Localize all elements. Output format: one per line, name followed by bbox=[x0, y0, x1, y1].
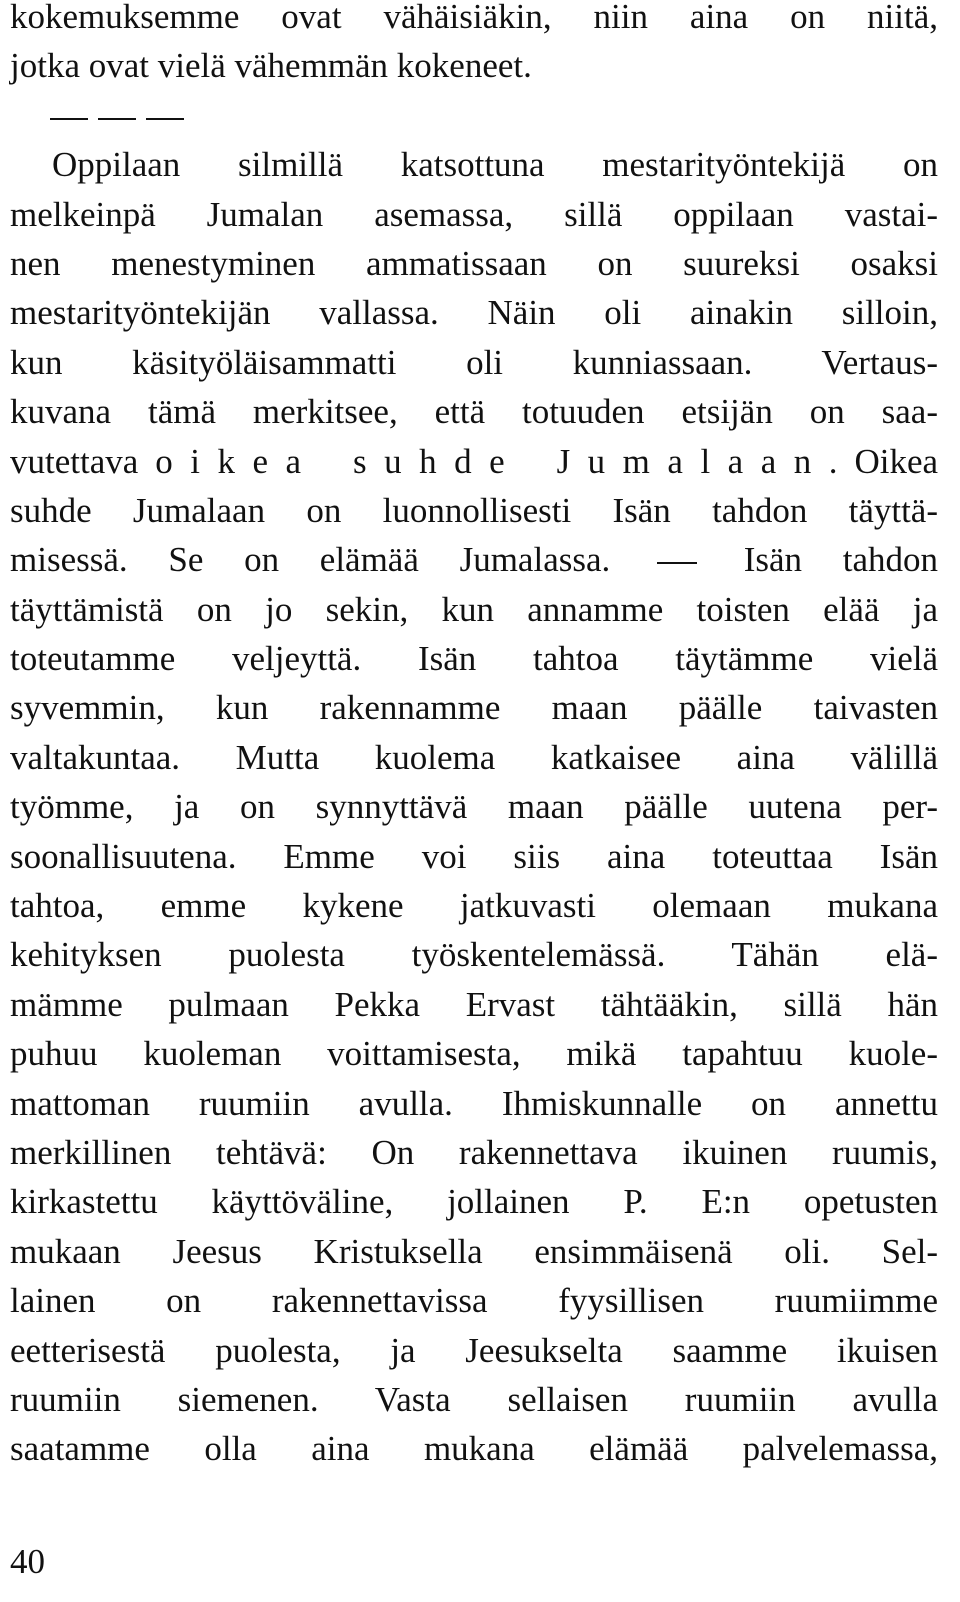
text-line: kokemuksemme ovat vähäisiäkin, niin aina on niitä, bbox=[10, 0, 938, 36]
text-line: mestarityöntekijän vallassa. Näin oli ainakin silloin, bbox=[10, 293, 938, 333]
dash-mark bbox=[657, 562, 697, 564]
text-line: puhuu kuoleman voittamisesta, mikä tapahtuu kuole- bbox=[10, 1034, 938, 1074]
text-line: valtakuntaa. Mutta kuolema katkaisee aina välillä bbox=[10, 737, 938, 777]
text-line: jotka ovat vielä vähemmän kokeneet. bbox=[10, 46, 532, 86]
text-line: kehityksen puolesta työskentelemässä. Tähän elä- bbox=[10, 935, 938, 975]
text-line: merkillinen tehtävä: On rakennettava ikuinen ruumis, bbox=[10, 1132, 938, 1172]
text-line: eetterisestä puolesta, ja Jeesukselta saamme ikuisen bbox=[10, 1330, 938, 1370]
text-fragment: vutettava bbox=[10, 441, 139, 481]
text-line: ruumiin siemenen. Vasta sellaisen ruumiin avulla bbox=[10, 1379, 938, 1419]
text-line: suhde Jumalaan on luonnollisesti Isän tahdon täyttä- bbox=[10, 490, 938, 530]
text-line: lainen on rakennettavissa fyysillisen ruumiimme bbox=[10, 1281, 938, 1321]
text-line: Oppilaan silmillä katsottuna mestarityöntekijä on bbox=[52, 145, 938, 185]
text-line: saatamme olla aina mukana elämää palvelemassa, bbox=[10, 1429, 938, 1469]
text-line: mämme pulmaan Pekka Ervast tähtääkin, sillä hän bbox=[10, 984, 938, 1024]
text-line: kuvana tämä merkitsee, että totuuden etsijän on saa- bbox=[10, 392, 938, 432]
text-line: työmme, ja on synnyttävä maan päälle uutena per- bbox=[10, 787, 938, 827]
text-line bbox=[10, 535, 938, 584]
text-fragment: Isän tahdon bbox=[743, 540, 938, 580]
text-line: kirkastettu käyttöväline, jollainen P. E:n opetusten bbox=[10, 1182, 938, 1222]
text-line: melkeinpä Jumalan asemassa, sillä oppilaan vastai- bbox=[10, 194, 938, 234]
text-line bbox=[10, 437, 938, 486]
page-number: 40 bbox=[10, 1542, 45, 1581]
text-line: mukaan Jeesus Kristuksella ensimmäisenä oli. Sel- bbox=[10, 1231, 938, 1271]
text-fragment: . Oikea bbox=[828, 441, 939, 481]
emphasized-text: oikea suhde Jumalaan bbox=[155, 441, 829, 481]
text-line: nen menestyminen ammatissaan on suureksi osaksi bbox=[10, 243, 938, 283]
text-line: täyttämistä on jo sekin, kun annamme toisten elää ja bbox=[10, 589, 938, 629]
text-line: mattoman ruumiin avulla. Ihmiskunnalle on annettu bbox=[10, 1083, 938, 1123]
text-line: toteutamme veljeyttä. Isän tahtoa täytämme vielä bbox=[10, 639, 938, 679]
text-fragment: misessä. Se on elämää Jumalassa. bbox=[10, 540, 611, 580]
text-line: syvemmin, kun rakennamme maan päälle taivasten bbox=[10, 688, 938, 728]
text-line: soonallisuutena. Emme voi siis aina toteuttaa Isän bbox=[10, 836, 938, 876]
page-body bbox=[10, 0, 938, 1474]
text-line: kun käsityöläisammatti oli kunniassaan. Vertaus- bbox=[10, 342, 938, 382]
text-line: tahtoa, emme kykene jatkuvasti olemaan mukana bbox=[10, 886, 938, 926]
section-separator bbox=[10, 91, 938, 140]
